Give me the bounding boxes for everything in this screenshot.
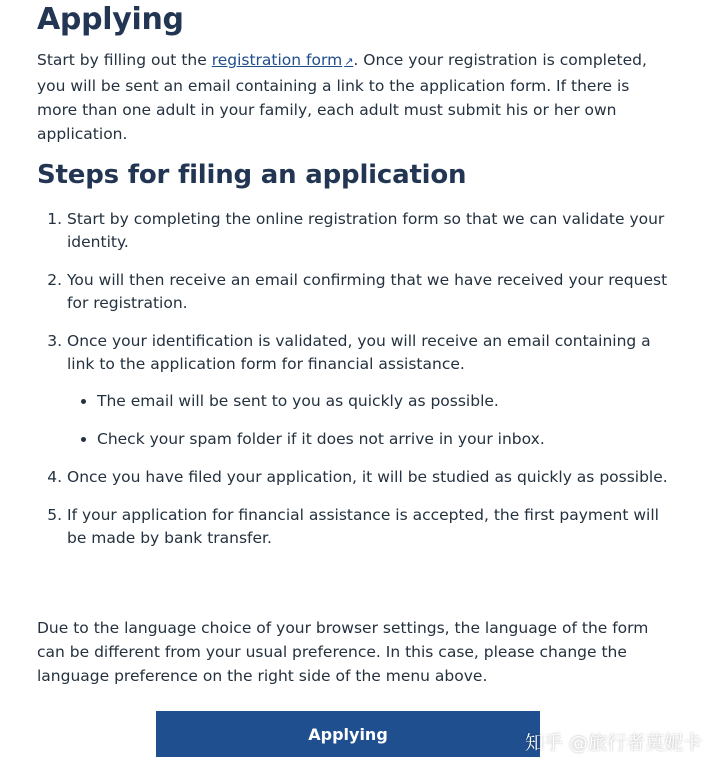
sub-item-text: The email will be sent to you as quickly as possible. [97, 392, 499, 410]
intro-text-before: Start by filling out the [37, 51, 212, 69]
step-text: Once you have filed your application, it will be studied as quickly as possible. [67, 468, 668, 486]
intro-paragraph [37, 48, 667, 146]
step-text: Start by completing the online registration form so that we can validate your identity. [67, 210, 665, 251]
step-sublist [67, 390, 677, 451]
registration-form-link[interactable] [212, 51, 354, 69]
sub-item-text: Check your spam folder if it does not arrive in your inbox. [97, 430, 545, 448]
step-item [67, 330, 677, 451]
watermark: 知乎 @旅行者莫妮卡 [524, 732, 702, 754]
language-note: Due to the language choice of your browser settings, the language of the form can be different from your usual preference. In this case, please change the language preference on the right side of the menu above. [37, 619, 649, 685]
sub-item [97, 390, 677, 413]
steps-list [37, 208, 677, 565]
step-text: You will then receive an email confirming that we have received your request for registration. [67, 271, 668, 312]
sub-item [97, 428, 677, 451]
step-item [67, 208, 677, 254]
step-text: If your application for financial assistance is accepted, the first payment will be made by bank transfer. [67, 506, 659, 547]
step-item [67, 269, 677, 315]
applying-button[interactable]: Applying [156, 711, 540, 757]
intro-text-after: . Once your registration is completed, you will be sent an email containing a link to the application form. If there is more than one adult in your family, each adult must submit his or her own application. [37, 51, 647, 143]
step-item [67, 504, 677, 550]
step-text: Once your identification is validated, you will receive an email containing a link to the application form for financial assistance. [67, 332, 651, 373]
registration-form-link-text[interactable]: registration form [211, 51, 343, 69]
external-link-icon: ↗ [344, 55, 354, 68]
step-item [67, 466, 677, 489]
page-title: Applying [37, 2, 184, 37]
steps-heading: Steps for filing an application [37, 160, 467, 190]
